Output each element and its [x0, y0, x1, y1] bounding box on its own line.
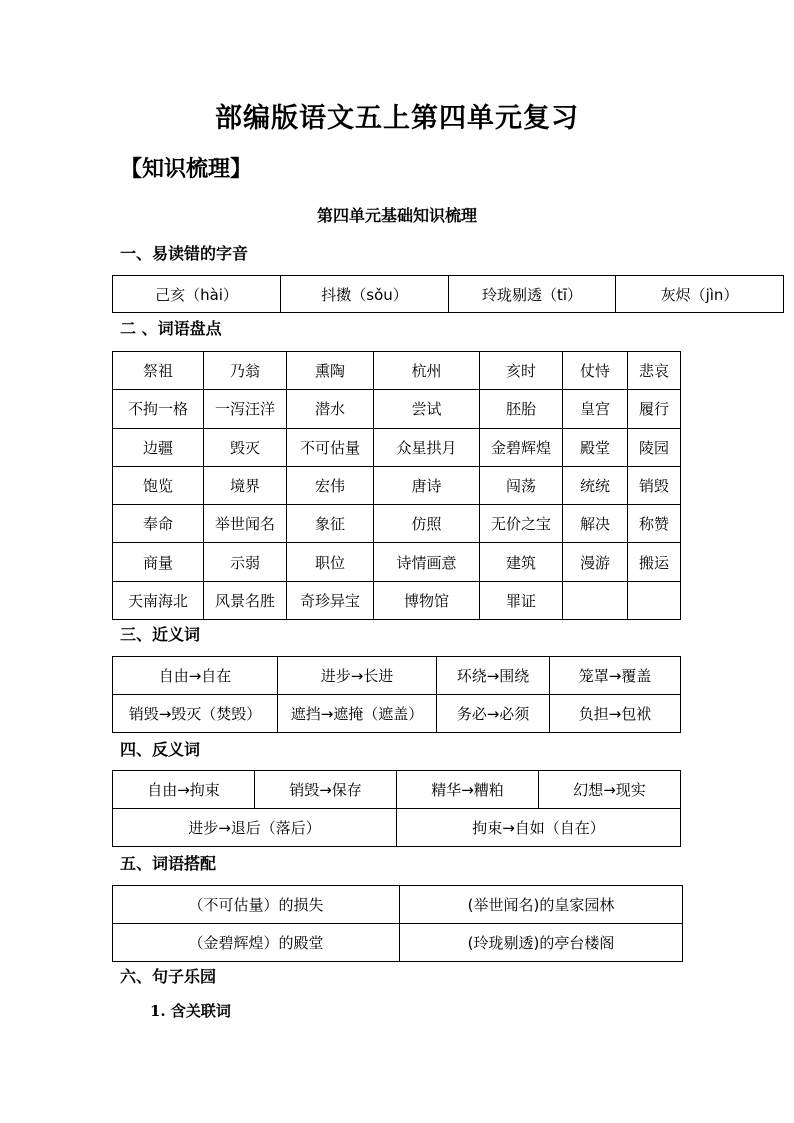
table-cell: 搬运: [628, 543, 681, 581]
table-row: [113, 924, 683, 962]
table-cell: 宏伟: [287, 466, 374, 504]
table-cell: 潜水: [287, 390, 374, 428]
table-cell: 罪证: [480, 581, 563, 619]
table-cell: 精华→糟粕: [397, 771, 539, 809]
table-cell: 幻想→现实: [539, 771, 681, 809]
table-cell: 奉命: [113, 505, 204, 543]
synonyms-table: [112, 656, 681, 733]
table-cell: 尝试: [374, 390, 480, 428]
table-cell: (举世闻名)的皇家园林: [400, 886, 683, 924]
table-cell: 建筑: [480, 543, 563, 581]
table-cell: 仿照: [374, 505, 480, 543]
table-cell: 唐诗: [374, 466, 480, 504]
subsection-heading-conjunctions: 1. 含关联词: [150, 1002, 231, 1020]
table-cell: 自由→自在: [113, 657, 278, 695]
table-cell: 拘束→自如（自在）: [397, 809, 681, 847]
table-cell: 举世闻名: [204, 505, 287, 543]
table-cell: 杭州: [374, 352, 480, 390]
table-cell: 诗情画意: [374, 543, 480, 581]
table-cell: 销毁→毁灭（焚毁）: [113, 695, 278, 733]
table-row: [113, 581, 681, 619]
table-cell: 进步→长进: [278, 657, 437, 695]
table-cell: 玲珑剔透（tī）: [449, 276, 616, 313]
section-heading-synonyms: 三、近义词: [120, 625, 201, 644]
table-cell: 风景名胜: [204, 581, 287, 619]
table-cell: 商量: [113, 543, 204, 581]
table-row: [113, 809, 681, 847]
section-heading-sentences: 六、句子乐园: [120, 967, 217, 986]
table-cell: 灰烬（jìn）: [616, 276, 784, 313]
table-cell: （不可估量）的损失: [113, 886, 400, 924]
table-cell: 象征: [287, 505, 374, 543]
table-cell: 博物馆: [374, 581, 480, 619]
table-cell: 亥时: [480, 352, 563, 390]
table-cell: 进步→退后（落后）: [113, 809, 397, 847]
table-cell: 乃翁: [204, 352, 287, 390]
table-row: [113, 466, 681, 504]
table-row: [113, 886, 683, 924]
table-cell: 笼罩→覆盖: [550, 657, 681, 695]
table-row: [113, 771, 681, 809]
table-cell: 负担→包袱: [550, 695, 681, 733]
section-heading-antonyms: 四、反义词: [120, 740, 201, 759]
table-row: [113, 352, 681, 390]
table-cell: 边疆: [113, 428, 204, 466]
section-heading-pronunciation: 一、易读错的字音: [120, 244, 249, 263]
table-cell: 闯荡: [480, 466, 563, 504]
table-cell: 殿堂: [563, 428, 628, 466]
table-cell: 众星拱月: [374, 428, 480, 466]
table-row: [113, 428, 681, 466]
table-cell: 不可估量: [287, 428, 374, 466]
table-cell: 奇珍异宝: [287, 581, 374, 619]
table-cell: 无价之宝: [480, 505, 563, 543]
table-row: [113, 505, 681, 543]
table-cell: 饱览: [113, 466, 204, 504]
table-cell: 环绕→围绕: [437, 657, 550, 695]
table-cell: 胚胎: [480, 390, 563, 428]
table-cell: (玲珑剔透)的亭台楼阁: [400, 924, 683, 962]
table-cell: 统统: [563, 466, 628, 504]
table-cell: 示弱: [204, 543, 287, 581]
collocations-table: [112, 885, 683, 962]
table-row: [113, 657, 681, 695]
section-heading-vocabulary: 二 、词语盘点: [120, 319, 222, 338]
table-cell: 自由→拘束: [113, 771, 255, 809]
table-cell: 熏陶: [287, 352, 374, 390]
table-cell: 皇宫: [563, 390, 628, 428]
table-cell: 务必→必须: [437, 695, 550, 733]
table-row: [113, 695, 681, 733]
table-cell: 不拘一格: [113, 390, 204, 428]
table-cell: 陵园: [628, 428, 681, 466]
table-cell: 金碧辉煌: [480, 428, 563, 466]
table-cell: 销毁→保存: [255, 771, 397, 809]
table-row: [113, 543, 681, 581]
table-cell: 销毁: [628, 466, 681, 504]
table-cell: [563, 581, 628, 619]
vocabulary-table: [112, 351, 681, 620]
section-subtitle: 第四单元基础知识梳理: [316, 206, 477, 225]
table-cell: 祭祖: [113, 352, 204, 390]
table-cell: 漫游: [563, 543, 628, 581]
table-cell: 履行: [628, 390, 681, 428]
table-row: [113, 390, 681, 428]
table-cell: 职位: [287, 543, 374, 581]
antonyms-table: [112, 770, 681, 847]
table-cell: 己亥（hài）: [113, 276, 281, 313]
table-cell: 解决: [563, 505, 628, 543]
table-cell: 毁灭: [204, 428, 287, 466]
table-cell: 称赞: [628, 505, 681, 543]
knowledge-header: 【知识梳理】: [120, 156, 253, 182]
table-cell: 天南海北: [113, 581, 204, 619]
table-row: [113, 276, 784, 313]
pronunciation-table: [112, 275, 784, 313]
table-cell: 境界: [204, 466, 287, 504]
table-cell: 抖擞（sǒu）: [281, 276, 449, 313]
page-title: 部编版语文五上第四单元复习: [215, 103, 579, 134]
table-cell: 悲哀: [628, 352, 681, 390]
table-cell: 一泻汪洋: [204, 390, 287, 428]
table-cell: 仗恃: [563, 352, 628, 390]
table-cell: 遮挡→遮掩（遮盖）: [278, 695, 437, 733]
table-cell: （金碧辉煌）的殿堂: [113, 924, 400, 962]
table-cell: [628, 581, 681, 619]
section-heading-collocations: 五、词语搭配: [120, 854, 217, 873]
